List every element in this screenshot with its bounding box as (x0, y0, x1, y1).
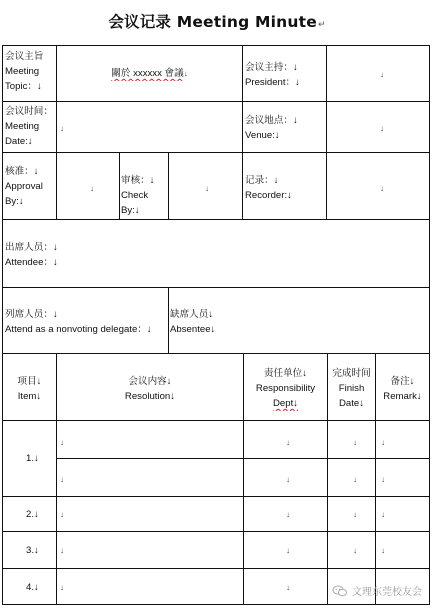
col-divider (242, 152, 243, 219)
header-finish (328, 366, 375, 411)
header-resolution (57, 374, 243, 404)
recorder-value-field[interactable] (380, 181, 410, 196)
dept-value: ↓ (286, 510, 290, 519)
recorder-label-cn: 记录：↓ (245, 175, 279, 186)
date-label-en-2: Date:↓ (5, 136, 33, 147)
topic-label (5, 49, 55, 94)
check-value: ↓ (205, 184, 209, 193)
president-label-en: President：↓ (245, 77, 300, 88)
finish-cell[interactable] (353, 507, 373, 522)
row-divider (2, 568, 430, 569)
header-dept-cn: 责任单位↓ (263, 368, 308, 379)
topic-label-en: Meeting (5, 66, 40, 77)
col-divider (242, 45, 243, 152)
absentee-label-cn: 缺席人员↓ (170, 309, 214, 320)
row-divider (2, 219, 430, 220)
venue-value: ↓ (380, 124, 384, 133)
remark-value: ↓ (381, 546, 385, 555)
item-number (26, 580, 54, 595)
dept-cell[interactable] (286, 472, 306, 487)
watermark (332, 583, 422, 598)
col-divider (168, 287, 169, 353)
president-label-cn: 会议主持：↓ (245, 62, 298, 73)
col-divider (168, 152, 169, 219)
finish-cell[interactable] (353, 472, 373, 487)
resolution-cell[interactable] (60, 580, 80, 595)
venue-label-en: Venue:↓ (245, 130, 280, 141)
header-dept (244, 366, 327, 411)
remark-cell[interactable] (381, 543, 401, 558)
item-number-text: 3.↓ (26, 545, 39, 556)
item-number-text: 4.↓ (26, 582, 39, 593)
topic-value-field[interactable]: 關於 xxxxxx 會議↓ (111, 68, 188, 79)
row-divider (2, 353, 430, 354)
recorder-label-en: Recorder:↓ (245, 190, 292, 201)
document-title (0, 10, 434, 32)
table-border-left (2, 45, 3, 605)
approval-label-en: Approval (5, 181, 43, 192)
header-item-en: Item↓ (17, 391, 42, 402)
date-label (5, 104, 55, 149)
item-number-text: 2.↓ (26, 509, 39, 520)
table-border-bottom (2, 604, 430, 605)
venue-label-cn: 会议地点：↓ (245, 115, 298, 126)
resolution-cell[interactable] (60, 507, 80, 522)
col-divider (326, 152, 327, 219)
remark-value: ↓ (381, 510, 385, 519)
date-label-cn: 会议时间： (5, 106, 53, 117)
header-finish-en-2: Date↓ (338, 398, 365, 409)
resolution-value: ↓ (60, 546, 64, 555)
finish-value: ↓ (353, 438, 357, 447)
dept-cell[interactable] (286, 507, 306, 522)
remark-cell[interactable] (381, 435, 401, 450)
date-label-en: Meeting (5, 121, 40, 132)
venue-label (245, 113, 325, 143)
approval-label-en-2: By:↓ (5, 196, 24, 207)
row-divider (2, 496, 430, 497)
approval-label-cn: 核准：↓ (5, 166, 39, 177)
remark-value: ↓ (381, 438, 385, 447)
resolution-cell[interactable] (60, 435, 80, 450)
date-value-field[interactable] (60, 121, 80, 136)
col-divider (56, 152, 57, 219)
check-label (121, 173, 168, 218)
resolution-cell[interactable] (60, 543, 80, 558)
col-divider (56, 45, 57, 152)
wechat-icon (332, 585, 348, 597)
approval-label (5, 164, 55, 209)
venue-value-field[interactable] (380, 121, 410, 136)
header-resolution-en: Resolution↓ (124, 391, 176, 402)
recorder-label (245, 173, 325, 203)
paragraph-mark: ↵ (317, 20, 326, 30)
col-divider (119, 152, 120, 219)
header-remark-cn: 备注↓ (390, 376, 415, 387)
nonvoting-field[interactable] (5, 307, 168, 337)
header-finish-en: Finish (338, 383, 365, 394)
item-number-text: 1.↓ (26, 453, 39, 464)
president-value: ↓ (380, 70, 384, 79)
row-divider (2, 287, 430, 288)
check-label-cn: 审核：↓ (121, 175, 155, 186)
table-border-right (429, 45, 430, 605)
attendee-label-en: Attendee：↓ (5, 257, 58, 268)
title-text: 会议记录 Meeting Minute (108, 13, 317, 31)
header-item (3, 374, 56, 404)
president-label (245, 60, 325, 90)
nonvoting-label-en: Attend as a nonvoting delegate：↓ (5, 324, 152, 335)
dept-value: ↓ (286, 583, 290, 592)
check-value-field[interactable] (205, 181, 225, 196)
header-remark (376, 374, 429, 404)
resolution-value: ↓ (60, 475, 64, 484)
topic-label-en-2: Topic：↓ (5, 81, 42, 92)
finish-cell[interactable] (353, 543, 373, 558)
watermark-text: 文理东莞校友会 (352, 587, 422, 598)
dept-cell[interactable] (286, 543, 306, 558)
table-border-top (2, 45, 430, 46)
approval-value: ↓ (90, 184, 94, 193)
nonvoting-label-cn: 列席人员：↓ (5, 309, 58, 320)
dept-value: ↓ (286, 475, 290, 484)
attendee-field[interactable] (5, 240, 425, 270)
approval-value-field[interactable] (90, 181, 110, 196)
absentee-label-en: Absentee↓ (170, 324, 216, 335)
dept-cell[interactable] (286, 580, 306, 595)
item-number (26, 543, 54, 558)
item-number (26, 507, 54, 522)
check-label-en: Check By:↓ (121, 190, 149, 216)
remark-cell[interactable] (381, 472, 401, 487)
row-divider (2, 152, 430, 153)
header-resolution-cn: 会议内容↓ (128, 376, 172, 387)
finish-value: ↓ (353, 510, 357, 519)
header-dept-en-2: Dept↓ (272, 398, 299, 409)
finish-value: ↓ (353, 546, 357, 555)
president-value-field[interactable] (380, 67, 410, 82)
resolution-value: ↓ (60, 438, 64, 447)
dept-value: ↓ (286, 546, 290, 555)
resolution-value: ↓ (60, 583, 64, 592)
item-number (26, 451, 54, 466)
dept-value: ↓ (286, 438, 290, 447)
topic-value: 關於 xxxxxx 會議 (111, 68, 184, 79)
finish-cell[interactable] (353, 435, 373, 450)
absentee-field[interactable] (170, 307, 370, 337)
row-divider (2, 420, 430, 421)
header-item-cn: 项目↓ (17, 376, 42, 387)
resolution-cell[interactable] (60, 472, 80, 487)
col-divider (326, 45, 327, 152)
remark-cell[interactable] (381, 507, 401, 522)
dept-cell[interactable] (286, 435, 306, 450)
recorder-value: ↓ (380, 184, 384, 193)
topic-label-cn: 会议主旨 (5, 51, 44, 62)
finish-value: ↓ (353, 475, 357, 484)
row-divider (2, 101, 430, 102)
attendee-label-cn: 出席人员：↓ (5, 242, 58, 253)
header-finish-cn: 完成时间 (332, 368, 371, 379)
row-divider (2, 531, 430, 532)
date-value: ↓ (60, 124, 64, 133)
header-remark-en: Remark↓ (383, 391, 422, 402)
resolution-value: ↓ (60, 510, 64, 519)
header-dept-en: Responsibility (255, 383, 316, 394)
remark-value: ↓ (381, 475, 385, 484)
